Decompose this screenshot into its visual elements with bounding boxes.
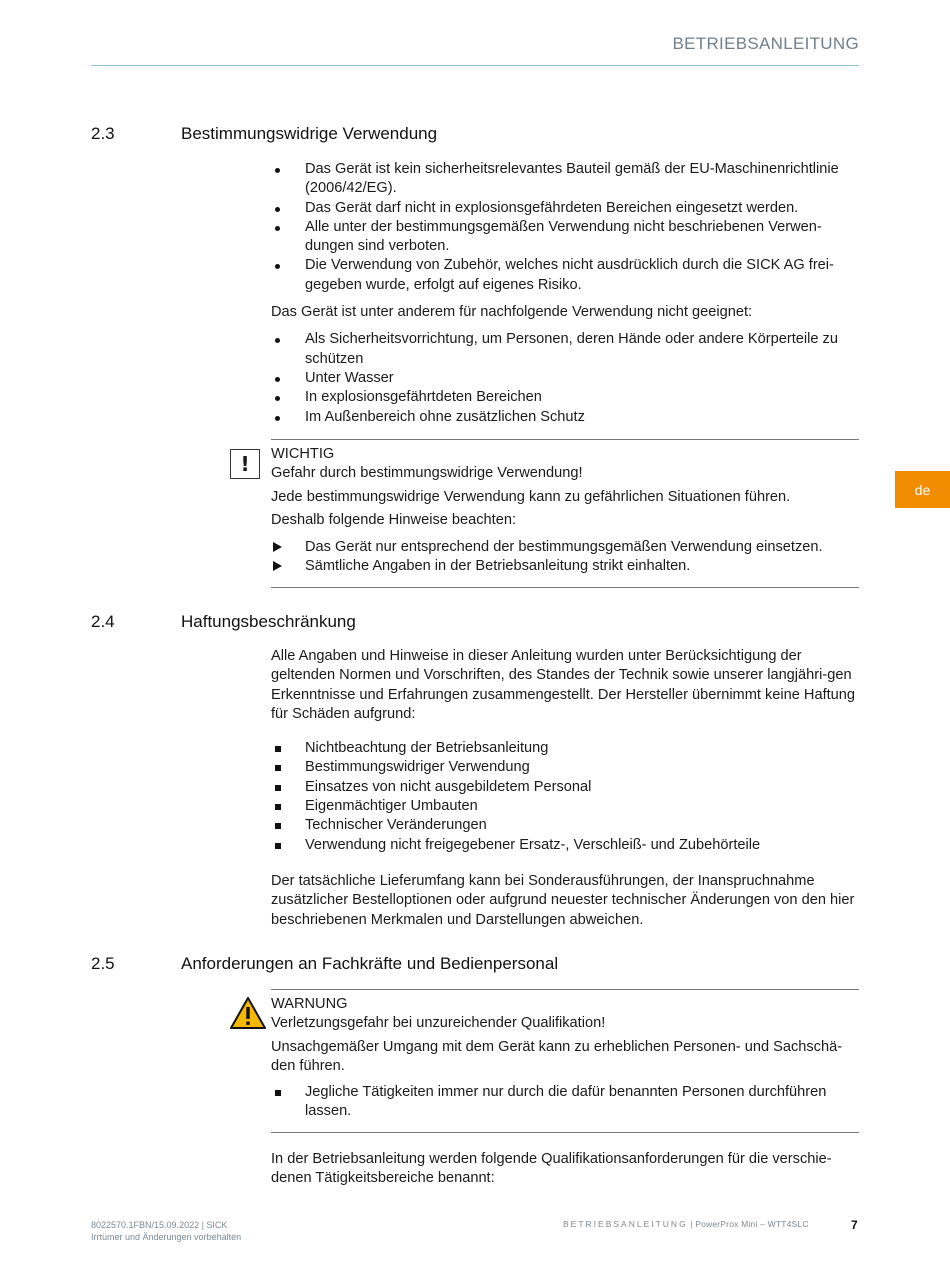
list-item: Technischer Veränderungen [271,816,861,835]
page-number: 7 [851,1218,858,1232]
list-item: Das Gerät darf nicht in explosionsgefährdeten Bereichen eingesetzt werden. [271,199,861,218]
section-number: 2.3 [91,124,115,143]
liability-list [271,739,861,855]
list-item: In explosionsgefährtdeten Bereichen [271,388,861,407]
square-bullet-icon [275,823,281,829]
bullet-icon [275,226,280,231]
arrow-right-icon [273,542,282,552]
qualification-paragraph: In der Betriebsanleitung werden folgende Qualifikationsanforderungen für die verschie-denen Tätigkeitsbereiche benannt: [271,1151,832,1187]
footer-doc-id: 8022570.1FBN/15.09.2022 | SICK [91,1220,228,1230]
bullet-icon [275,168,280,173]
list-item: Das Gerät nur entsprechend der bestimmungsgemäßen Verwendung einsetzen. [271,538,859,557]
list-item: Als Sicherheitsvorrichtung, um Personen, deren Hände oder andere Körperteile zu schützen [271,330,861,369]
section-2-3-body [271,160,861,427]
bullet-icon [275,207,280,212]
notice-actions [271,1083,859,1122]
arrow-right-icon [273,561,282,571]
list-item: Jegliche Tätigkeiten immer nur durch die dafür benannten Personen durchführen lassen. [271,1083,859,1122]
square-bullet-icon [275,804,281,810]
notice-kind: WARNUNG [271,996,348,1012]
square-bullet-icon [275,746,281,752]
list-item: Die Verwendung von Zubehör, welches nicht ausdrücklich durch die SICK AG frei-gegeben wurde, erfolgt auf eigenes Risiko. [271,256,861,295]
square-bullet-icon [275,765,281,771]
list-item: Nichtbeachtung der Betriebsanleitung [271,739,861,758]
unsuitable-intro: Das Gerät ist unter anderem für nachfolgende Verwendung nicht geeignet: [271,304,753,321]
bullet-icon [275,416,280,421]
notice-subject: Gefahr durch bestimmungswidrige Verwendung! [271,465,583,482]
section-title: Bestimmungswidrige Verwendung [181,124,438,143]
footer-product: | PowerProx Mini – WTT4SLC [687,1219,809,1229]
footer-left [91,1219,241,1243]
notice-kind: WICHTIG [271,446,335,462]
section-number: 2.4 [91,612,115,631]
notice-text: Jede bestimmungswidrige Verwendung kann zu gefährlichen Situationen führen. [271,488,791,505]
warning-notice [271,989,859,1133]
list-item: Alle unter der bestimmungsgemäßen Verwendung nicht beschriebenen Verwen-dungen sind verboten. [271,218,861,257]
header-divider [91,65,859,66]
list-item: Unter Wasser [271,369,861,388]
footer-center [563,1219,809,1229]
notice-actions [271,538,859,577]
list-item: Im Außenbereich ohne zusätzlichen Schutz [271,408,861,427]
square-bullet-icon [275,843,281,849]
delivery-paragraph: Der tatsächliche Lieferumfang kann bei Sonderausführungen, der Inanspruchnahme zusätzlicher Bestelloptionen oder aufgrund neuester technischer Änderungen von den hier beschriebenen Merkmalen und Darstellungen abweichen. [271,872,855,928]
language-tab[interactable]: de [895,471,950,508]
list-item: Eigenmächtiger Umbauten [271,797,861,816]
square-bullet-icon [275,1090,281,1096]
unsuitable-list [271,330,861,426]
section-2-5-body [271,1150,861,1189]
liability-paragraph: Alle Angaben und Hinweise in dieser Anleitung wurden unter Berücksichtigung der geltenden Normen und Vorschriften, des Standes der Technik sowie unserer langjähri-gen Erkenntnisse und Erfahrungen zusammengestellt. Der Hersteller übernimmt keine Haftung für Schäden aufgrund: [271,648,856,722]
section-title: Haftungsbeschränkung [181,612,356,631]
bullet-icon [275,338,280,343]
section-title: Anforderungen an Fachkräfte und Bedienpersonal [181,954,559,973]
notice-text: Deshalb folgende Hinweise beachten: [271,511,517,528]
important-notice [271,439,859,588]
square-bullet-icon [275,785,281,791]
list-item: Das Gerät ist kein sicherheitsrelevantes Bauteil gemäß der EU-Maschinenrichtlinie (2006/42/EG). [271,160,861,199]
running-header-title: BETRIEBSANLEITUNG [672,34,859,53]
important-icon: ! [230,449,260,479]
notice-subject: Verletzungsgefahr bei unzureichender Qualifikation! [271,1015,606,1032]
misuse-list [271,160,861,295]
warning-icon [229,996,267,1030]
list-item: Verwendung nicht freigegebener Ersatz-, Verschleiß- und Zubehörteile [271,836,861,855]
footer-disclaimer: Irrtümer und Änderungen vorbehalten [91,1232,242,1242]
list-item: Bestimmungswidriger Verwendung [271,758,861,777]
bullet-icon [275,264,280,269]
footer-doc-type: BETRIEBSANLEITUNG [563,1219,688,1229]
notice-text: Unsachgemäßer Umgang mit dem Gerät kann zu erheblichen Personen- und Sachschä-den führen. [271,1038,843,1074]
bullet-icon [275,396,280,401]
section-number: 2.5 [91,954,115,973]
bullet-icon [275,377,280,382]
section-2-4-body [271,647,861,930]
list-item: Sämtliche Angaben in der Betriebsanleitung strikt einhalten. [271,557,859,576]
list-item: Einsatzes von nicht ausgebildetem Personal [271,778,861,797]
